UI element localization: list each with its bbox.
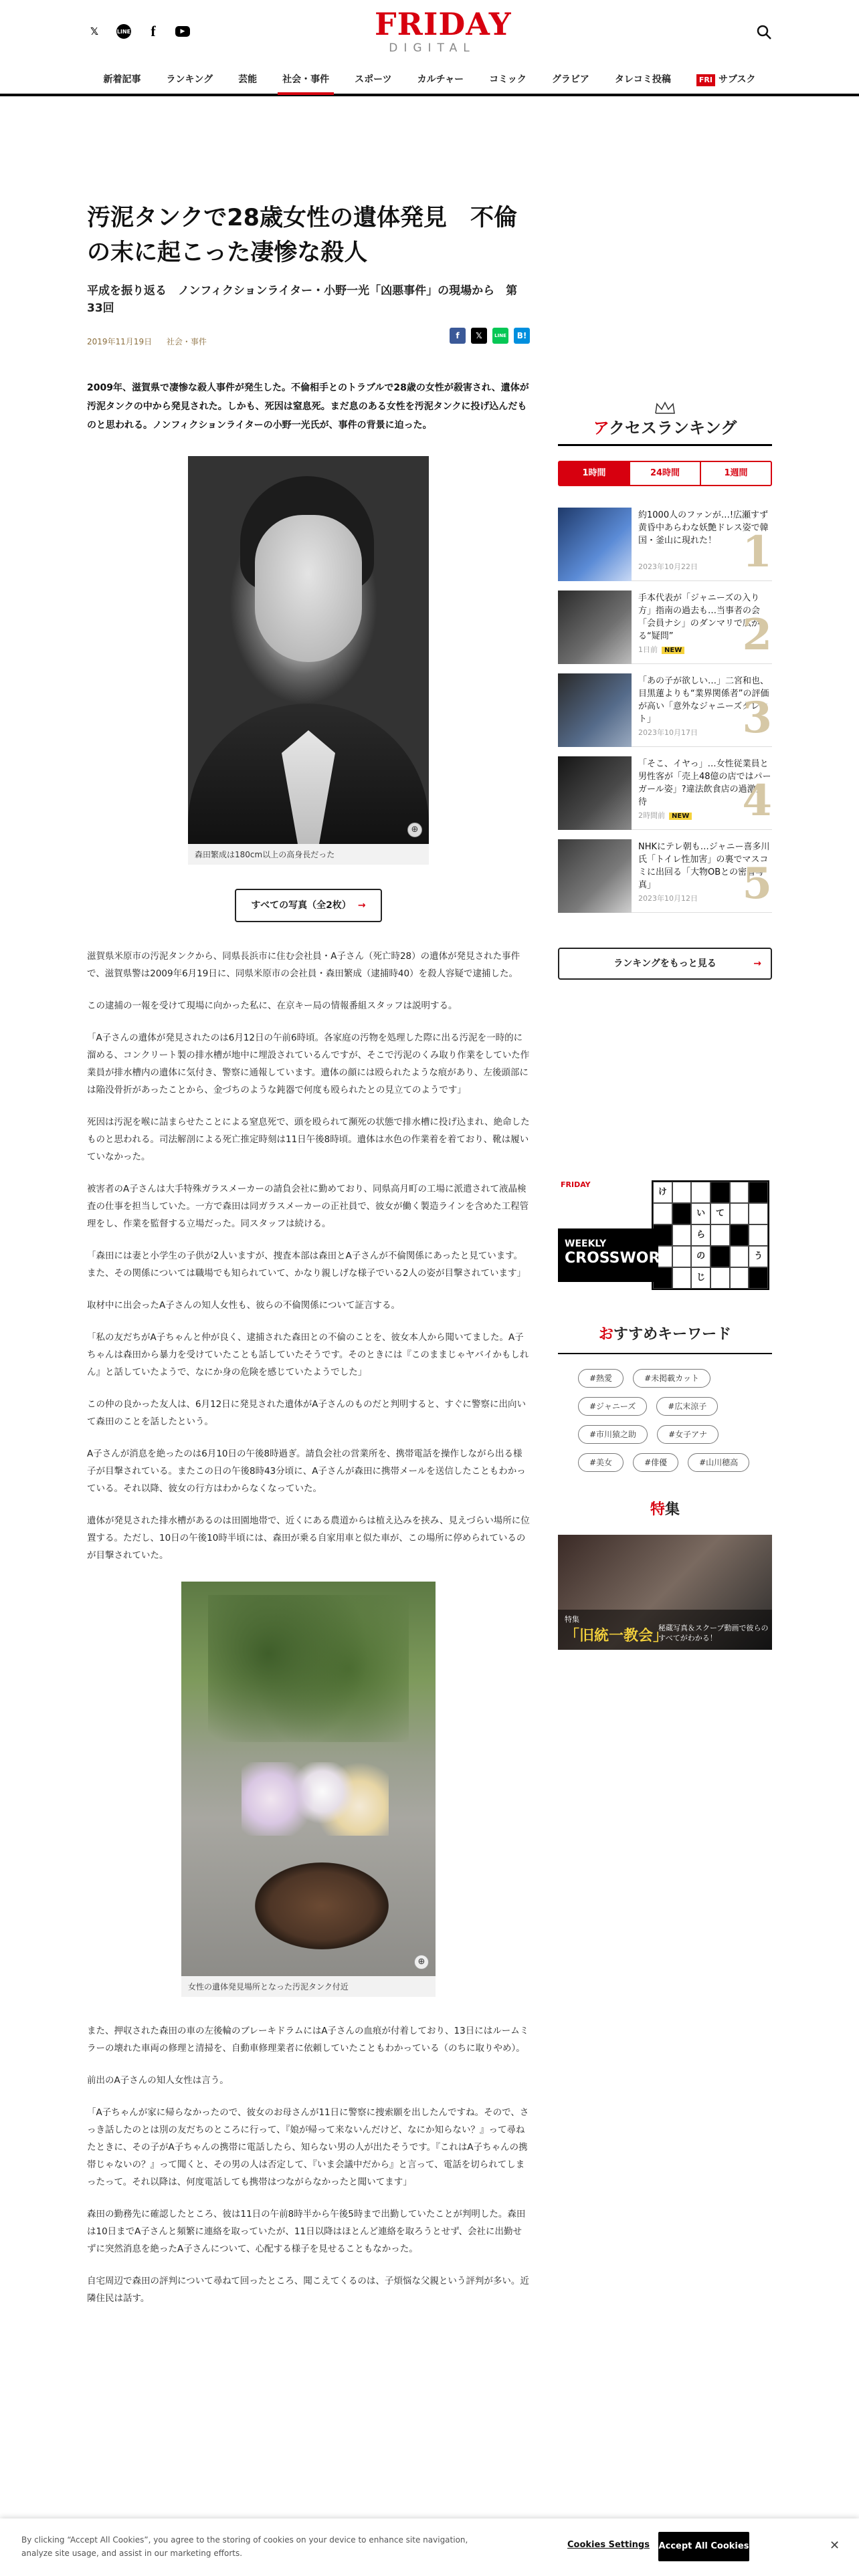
- article: [87, 201, 530, 2307]
- crossword-letter-cell: の: [691, 1246, 710, 1267]
- crossword-cell: [730, 1203, 749, 1224]
- facebook-icon[interactable]: f: [151, 23, 156, 39]
- nav-item-comic[interactable]: コミック: [489, 74, 527, 85]
- social-links: [87, 24, 190, 39]
- scene-photo: [181, 1582, 436, 1976]
- ranking-item-title: 手本代表が「ジャニーズの入り方」指南の過去も…当事者の会「会員ナシ」のダンマリで広がる“疑問”: [638, 593, 761, 641]
- youtube-icon[interactable]: ▶: [175, 26, 190, 37]
- article-paragraph: 「A子ちゃんが家に帰らなかったので、彼女のお母さんが11日に警察に捜索願を出したんですね。そので、さっき話したのとは別の友だちのところに行って、『娘が帰って来ないんだけど、なにか知らない？』って尋ねたときに、その子がA子ちゃんの携帯に電話したら、知らない男の人が出たそうです。『これはA子ちゃんの携帯じゃないの？』って聞くと、その男の人は否定して、『いま会議中だから』と言って、電話を切られてしまったって。それ以降は、何度電話しても携帯はつながらなかったと聞いてます」: [87, 2107, 529, 2187]
- keyword-tag[interactable]: #俳優: [633, 1453, 678, 1472]
- keyword-tag[interactable]: #熱愛: [578, 1369, 624, 1388]
- crossword-brand: FRIDAY: [561, 1180, 591, 1189]
- ranking-item-date: 2023年10月12日: [638, 894, 698, 903]
- keyword-tag[interactable]: #女子アナ: [657, 1425, 719, 1444]
- ranking-item-title: 約1000人のファンが…!広瀬すず 黄昏中あらわな妖艶ドレス姿で韓国・釜山に現れた！: [638, 510, 769, 546]
- nav-item-gravure[interactable]: グラビア: [551, 74, 589, 85]
- article-date: 2019年11月19日: [87, 337, 153, 346]
- ranking-item[interactable]: [558, 498, 772, 581]
- feature-caption: 特集 「旧統一教会」 秘蔵写真＆スクープ動画で彼らのすべてがわかる！: [558, 1610, 772, 1650]
- article-paragraph: 被害者のA子さんは大手特殊ガラスメーカーの請負会社に勤めており、同県高月町の工場に派遣されて液晶検査の仕事を担当していた。一方で森田は同ガラスメーカーの正社員で、彼女が働く製造ラインを含めた工程管理をし、作業を監督する立場だった。同スタッフは続ける。: [87, 1184, 529, 1229]
- ranking-item-title: NHKにテレ朝も…ジャニー喜多川氏「トイレ性加害」の裏でマスコミに出回る「大物OBとの密着写真」: [638, 842, 770, 890]
- ranking-item-date: 1日前 NEW: [638, 644, 684, 655]
- article-body-b: [87, 2022, 530, 2307]
- article-paragraph: 自宅周辺で森田の評判について尋ねて回ったところ、聞こえてくるのは、子煩悩な父親という評判が多い。近隣住民は話す。: [87, 2276, 529, 2304]
- crossword-letter-cell: け: [653, 1182, 672, 1203]
- photo-2-caption: 女性の遺体発見場所となった汚泥タンク付近: [181, 1976, 436, 1997]
- nav-item-new[interactable]: 新着記事: [103, 74, 141, 85]
- fri-badge: FRI: [696, 74, 715, 86]
- zoom-icon[interactable]: ⊕: [407, 823, 422, 837]
- keyword-tag[interactable]: #美女: [578, 1453, 624, 1472]
- cookie-settings-button[interactable]: Cookies Settings: [567, 2540, 650, 2550]
- line-icon[interactable]: LINE: [116, 24, 131, 39]
- article-paragraph: 滋賀県米原市の汚泥タンクから、同県長浜市に住む会社員・A子さん（死亡時28）の遺体が発見された事件で、滋賀県警は2009年6月19日に、同県米原市の会社員・森田繁成（逮捕時40）を殺人容疑で逮捕した。: [87, 951, 520, 979]
- ranking-thumbnail: [558, 839, 632, 913]
- nav-item-sports[interactable]: スポーツ: [355, 74, 392, 85]
- crossword-label: WEEKLY CROSSWORD: [558, 1228, 658, 1282]
- zoom-icon[interactable]: ⊕: [414, 1955, 429, 1969]
- article-paragraph: 前出のA子さんの知人女性は言う。: [87, 2075, 229, 2086]
- crossword-black-cell: [672, 1203, 692, 1224]
- article-paragraph: A子さんが消息を絶ったのは6月10日の午後8時過ぎ。請負会社の営業所を、携帯電話を操作しながら出る様子が目撃されている。またこの日の午後8時43分頃に、A子さんが森田に携帯メールを送信したこともわかっている。それ以降、彼女の行方はわからなくなっていた。: [87, 1448, 526, 1494]
- all-photos-button[interactable]: [235, 889, 382, 922]
- crossword-black-cell: [749, 1182, 768, 1203]
- ranking-item[interactable]: [558, 581, 772, 664]
- article-paragraph: 死因は汚泥を喉に詰まらせたことによる窒息死で、頭を殴られて瀕死の状態で排水槽に投げ込まれ、絶命したものと思われる。司法解剖による死亡推定時刻は11日午後8時頃。遺体は水色の作業着を着ており、靴は履いていなかった。: [87, 1117, 530, 1162]
- feature-title: 特集: [650, 1501, 680, 1518]
- ranking-number: 5: [742, 859, 772, 909]
- crossword-cell: [672, 1182, 692, 1203]
- cookie-banner: [0, 2518, 859, 2576]
- crossword-cell: [730, 1267, 749, 1289]
- subscribe-label: サブスク: [719, 74, 756, 85]
- crossword-letter-cell: て: [710, 1203, 730, 1224]
- main-nav: [0, 70, 859, 95]
- keyword-list: [558, 1369, 772, 1472]
- ranking-thumbnail: [558, 591, 632, 664]
- ranking-title: アクセスランキング: [558, 416, 772, 446]
- search-icon[interactable]: [756, 24, 772, 40]
- article-paragraph: 「A子さんの遺体が発見されたのは6月12日の午前6時頃。各家庭の汚物を処理した際に出る汚泥を一時的に溜める、コンクリート製の排水槽が地中に埋設されているんですが、そこで汚泥のくみ取り作業をしていた作業員が排水槽内の遺体に気付き、警察に通報しています。遺体の顔には殴られたような痕があり、左後頭部には陥没骨折があったことから、金づちのような鈍器で何度も殴られたとの見立てのようです」: [87, 1033, 530, 1095]
- article-paragraph: この仲の良かった友人は、6月12日に発見された遺体がA子さんのものだと判明すると、すぐに警察に出向いて森田のことを話したという。: [87, 1399, 527, 1427]
- crossword-grid: [652, 1180, 769, 1290]
- close-icon[interactable]: ✕: [830, 2539, 840, 2553]
- site-logo[interactable]: [375, 6, 512, 55]
- ranking-more-label: ランキングをもっと見る: [613, 958, 717, 969]
- crossword-cell: [672, 1246, 692, 1267]
- ranking-more-button[interactable]: [558, 948, 772, 980]
- crossword-black-cell: [730, 1224, 749, 1246]
- crossword-cell: [710, 1224, 730, 1246]
- ranking-item-title: 「そこ、イヤっ」…女性従業員と男性客が「売上48億の店ではパーガール姿」?違法飲食店の過激接待: [638, 759, 771, 807]
- ranking-list: [558, 498, 772, 913]
- ranking-number: 1: [742, 527, 772, 577]
- ranking-item[interactable]: [558, 747, 772, 830]
- article-paragraph: 森田の勤務先に確認したところ、彼は11日の午前8時半から午後5時まで出勤していたことが判明した。森田は10日までA子さんと頻繁に連絡を取っていたが、11日以降はほとんど連絡を取ろうとせず、会社に出勤せずに突然消息を絶ったA子さんについて、心配する様子を見せることもなかった。: [87, 2209, 526, 2254]
- logo-sub: DIGITAL: [389, 41, 476, 55]
- x-icon[interactable]: 𝕏: [90, 25, 99, 37]
- article-title: 汚泥タンクで28歳女性の遺体発見 不倫の末に起こった凄惨な殺人: [87, 205, 518, 266]
- article-photo-2[interactable]: [181, 1582, 436, 1997]
- crossword-letter-cell: い: [691, 1203, 710, 1224]
- crossword-cell: [749, 1224, 768, 1246]
- photo-1-caption: 森田繁成は180cm以上の高身長だった: [188, 844, 429, 865]
- article-photo-1[interactable]: [188, 456, 429, 865]
- logo-main: FRIDAY: [375, 6, 512, 42]
- ranking-item-date: 2023年10月22日: [638, 562, 698, 571]
- nav-item-ranking[interactable]: ランキング: [166, 74, 213, 85]
- crossword-cell: [653, 1203, 672, 1224]
- tab-24hours[interactable]: 24時間: [630, 462, 701, 485]
- article-paragraph: 取材中に出会ったA子さんの知人女性も、彼らの不倫関係について証言する。: [87, 1300, 400, 1311]
- article-body-a: [87, 948, 530, 1564]
- crossword-cell: [691, 1182, 710, 1203]
- nav-item-culture[interactable]: カルチャー: [417, 74, 464, 85]
- ranking-item-title: 「あの子が欲しい…」二宮和也、目黒蓮よりも“業界関係者”の評価が高い「意外なジャニーズタレント」: [638, 676, 769, 724]
- ranking-thumbnail: [558, 673, 632, 747]
- crossword-cell: [710, 1267, 730, 1289]
- article-paragraph: また、押収された森田の車の左後輪のブレーキドラムにはA子さんの血痕が付着しており、13日にはルームミラーの壊れた車両の修理と清掃を、自動車修理業者に依頼していたこともわかっている（のちに取りやめ）。: [87, 2026, 529, 2054]
- keyword-tag[interactable]: #未掲載カット: [633, 1369, 710, 1388]
- sidebar: [558, 401, 772, 1650]
- new-badge: NEW: [662, 647, 684, 654]
- ranking-tabs: [558, 461, 772, 486]
- crossword-cell: [730, 1246, 749, 1267]
- crossword-letter-cell: う: [749, 1246, 768, 1267]
- share-hatena-icon[interactable]: B!: [514, 328, 530, 344]
- keyword-tag[interactable]: #広末涼子: [656, 1397, 718, 1416]
- article-meta: [87, 328, 530, 350]
- keyword-tag[interactable]: #市川猿之助: [578, 1425, 648, 1444]
- article-subtitle: 平成を振り返る ノンフィクションライター・小野一光「凶悪事件」の現場から 第33回: [87, 284, 518, 315]
- ranking-item[interactable]: [558, 664, 772, 747]
- all-photos-label: すべての写真（全2枚）: [251, 900, 351, 911]
- new-badge: NEW: [669, 813, 692, 820]
- ranking-number: 2: [742, 610, 772, 660]
- arrow-right-icon: →: [357, 900, 366, 911]
- ranking-item[interactable]: [558, 830, 772, 913]
- ranking-item-date: 2時間前 NEW: [638, 810, 692, 821]
- ranking-number: 3: [742, 693, 772, 743]
- share-line-icon[interactable]: LINE: [492, 328, 508, 344]
- nav-item-subscribe[interactable]: [684, 70, 769, 95]
- article-paragraph: 遺体が発見された排水槽があるのは田園地帯で、近くにある農道からは植え込みを挟み、見えづらい場所に位置する。ただし、10日の午後10時半頃には、森田が乗る自家用車と似た車が、この場所に停められているのが目撃されていた。: [87, 1515, 530, 1561]
- arrow-right-icon: →: [753, 958, 761, 969]
- article-date-line: [87, 336, 207, 347]
- nav-item-tip-post[interactable]: タレコミ投稿: [614, 74, 671, 85]
- keywords-title: おすすめキーワード: [558, 1323, 772, 1354]
- crossword-cell: [672, 1267, 692, 1289]
- crossword-black-cell: [749, 1267, 768, 1289]
- crossword-cell: [672, 1224, 692, 1246]
- accept-cookies-button[interactable]: Accept All Cookies: [658, 2532, 749, 2561]
- ranking-number: 4: [742, 776, 772, 826]
- article-category[interactable]: 社会・事件: [166, 337, 207, 346]
- crossword-banner[interactable]: [558, 1178, 772, 1291]
- crown-icon: [558, 401, 772, 416]
- keyword-tag[interactable]: #ジャニーズ: [578, 1397, 647, 1416]
- article-paragraph: 「私の友だちがA子ちゃんと仲が良く、逮捕された森田との不倫のことを、彼女本人から聞いてました。A子ちゃんは森田から暴力を受けていたことも話していたそうです。そのときには『このままじゃヤバイかもしれん』と話していたようで、なにか身の危険を感じていたようでした」: [87, 1332, 529, 1378]
- article-lead: 2009年、滋賀県で凄惨な殺人事件が発生した。不倫相手とのトラブルで28歳の女性が殺害され、遺体が汚泥タンクの中から発見された。しかも、死因は窒息死。まだ息のある女性を汚泥タンクに投げ込んだものと思われる。ノンフィクションライターの小野一光氏が、事件の背景に迫った。: [87, 383, 529, 431]
- keyword-tag[interactable]: #山川穂高: [688, 1453, 749, 1472]
- site-header: [0, 0, 859, 96]
- article-paragraph: 「森田には妻と小学生の子供が2人いますが、捜査本部は森田とA子さんが不倫関係にあったと見ています。また、その関係については職場でも知られていて、かなり親しげな様子でいる2人の姿が目撃されています」: [87, 1251, 527, 1279]
- crossword-black-cell: [710, 1182, 730, 1203]
- cookie-text: By clicking “Accept All Cookies”, you agree to the storing of cookies on your device to enhance site navigation, analyze site usage, and assist in our marketing efforts.: [21, 2535, 468, 2558]
- crossword-cell: [749, 1203, 768, 1224]
- ranking-thumbnail: [558, 508, 632, 581]
- share-facebook-icon[interactable]: f: [450, 328, 466, 344]
- tab-1hour[interactable]: 1時間: [559, 462, 630, 485]
- feature-banner[interactable]: [558, 1535, 772, 1650]
- share-buttons: [450, 328, 530, 344]
- article-paragraph: この逮捕の一報を受けて現場に向かった私に、在京キー局の情報番組スタッフは説明する。: [87, 1000, 458, 1011]
- crossword-black-cell: [710, 1246, 730, 1267]
- portrait-photo: [188, 456, 429, 844]
- crossword-letter-cell: ら: [691, 1224, 710, 1246]
- ranking-thumbnail: [558, 756, 632, 830]
- tab-1week[interactable]: 1週間: [724, 468, 748, 478]
- share-x-icon[interactable]: 𝕏: [471, 328, 487, 344]
- ranking-item-date: 2023年10月17日: [638, 728, 698, 737]
- crossword-cell: [730, 1182, 749, 1203]
- nav-item-society[interactable]: 社会・事件: [270, 70, 342, 95]
- nav-item-entertainment[interactable]: 芸能: [238, 74, 258, 85]
- crossword-letter-cell: じ: [691, 1267, 710, 1289]
